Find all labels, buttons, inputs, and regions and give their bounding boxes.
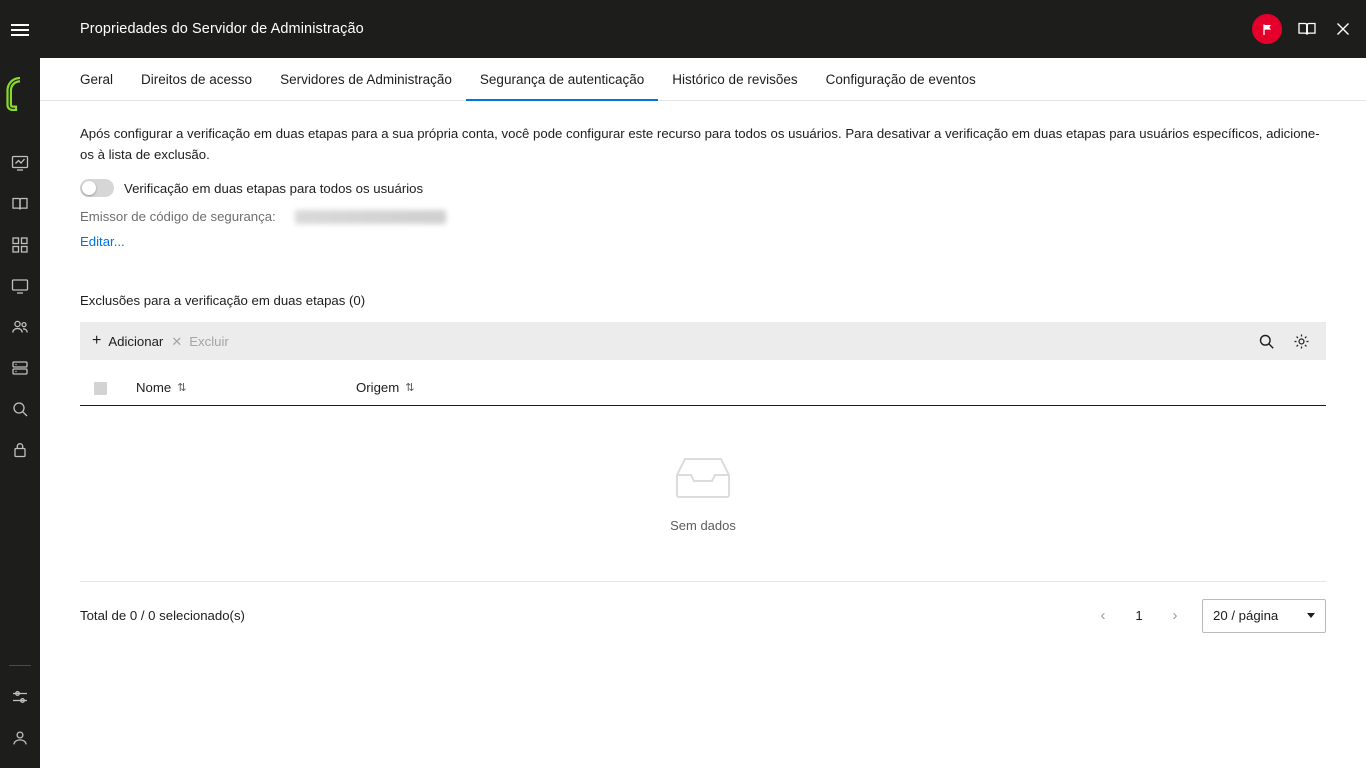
rail-divider [9, 665, 31, 666]
plus-icon: + [92, 332, 102, 349]
tab-label: Direitos de acesso [141, 71, 253, 87]
total-count-text: Total de 0 / 0 selecionado(s) [80, 608, 245, 623]
select-all-cell [80, 382, 136, 406]
sort-icon[interactable]: ⇅ [177, 382, 186, 394]
toolbar-right-actions [1258, 333, 1316, 350]
kaspersky-logo-icon [0, 64, 40, 124]
toggle-knob [82, 181, 96, 195]
tab-configuracao-de-eventos[interactable] [812, 58, 990, 100]
close-icon[interactable] [1332, 18, 1354, 40]
sidebar-item-apps[interactable] [0, 224, 40, 265]
exclusions-table [80, 360, 1326, 649]
sort-icon[interactable]: ⇅ [405, 382, 414, 394]
tab-content [40, 101, 1366, 649]
two-step-toggle-label: Verificação em duas etapas para todos os usuários [124, 180, 424, 196]
chevron-right-icon[interactable]: › [1172, 607, 1178, 624]
issuer-value [295, 210, 446, 224]
table-toolbar [80, 322, 1326, 360]
titlebar-actions [1252, 14, 1354, 44]
search-icon[interactable] [1258, 333, 1275, 350]
sidebar-item-server[interactable] [0, 347, 40, 388]
add-button[interactable] [92, 333, 171, 349]
column-label: Origem [356, 380, 400, 395]
page-title: Propriedades do Servidor de Administração [80, 21, 364, 37]
tab-direitos-de-acesso[interactable] [127, 58, 266, 100]
page-size-label: 20 / página [1213, 608, 1279, 623]
sidebar-item-book[interactable] [0, 183, 40, 224]
main-panel [40, 0, 1366, 768]
tab-label: Histórico de revisões [672, 71, 798, 87]
two-step-toggle-row [80, 179, 1326, 197]
left-nav-rail [0, 0, 40, 768]
description-text: Após configurar a verificação em duas etapas para a sua própria conta, você pode configurar este recurso para todos os usuários. Para desativar a verificação em duas etapas para usuários específicos, adicione-os à lista de exclusão. [80, 126, 1320, 162]
window-titlebar [40, 0, 1366, 58]
tab-label: Servidores de Administração [280, 71, 452, 87]
tab-historico-de-revisoes[interactable] [658, 58, 811, 100]
sidebar-item-search[interactable] [0, 388, 40, 429]
table-header-row [80, 360, 1326, 406]
two-step-verification-toggle[interactable] [80, 179, 114, 197]
select-all-checkbox[interactable] [94, 382, 107, 395]
tab-label: Geral [80, 71, 114, 87]
flag-icon[interactable] [1252, 14, 1282, 44]
close-x-icon: ✕ [171, 333, 183, 349]
empty-state [80, 406, 1326, 581]
tab-label: Configuração de eventos [825, 71, 976, 87]
sidebar-item-lock[interactable] [0, 429, 40, 470]
empty-state-text: Sem dados [670, 517, 736, 533]
empty-box-icon [673, 455, 733, 506]
tab-bar [40, 58, 1366, 101]
column-header-origem[interactable] [356, 380, 1326, 406]
hamburger-icon[interactable] [0, 0, 40, 58]
tab-label: Segurança de autenticação [479, 71, 645, 87]
sidebar-item-monitoring[interactable] [0, 142, 40, 183]
pagination [1092, 599, 1326, 633]
issuer-row [80, 209, 1326, 224]
book-icon[interactable] [1296, 18, 1318, 40]
exclusions-title: Exclusões para a verificação em duas etapas (0) [80, 293, 366, 308]
tab-seguranca-de-autenticacao[interactable] [466, 58, 658, 100]
sidebar-item-devices[interactable] [0, 265, 40, 306]
chevron-down-icon [1307, 613, 1315, 618]
rail-bottom-group [0, 659, 40, 768]
issuer-label: Emissor de código de segurança: [80, 209, 276, 224]
table-footer [80, 581, 1326, 649]
tab-servidores-de-administracao[interactable] [266, 58, 466, 100]
sidebar-item-users[interactable] [0, 306, 40, 347]
page-number[interactable]: 1 [1135, 608, 1143, 623]
page-size-select[interactable] [1202, 599, 1326, 633]
rail-icon-list [0, 142, 40, 659]
chevron-left-icon[interactable]: ‹ [1100, 607, 1106, 624]
delete-button[interactable] [171, 334, 236, 349]
sidebar-item-account[interactable] [0, 717, 40, 758]
add-button-label: Adicionar [108, 333, 164, 349]
edit-link[interactable]: Editar... [80, 234, 125, 249]
delete-button-label: Excluir [189, 333, 229, 349]
tab-geral[interactable] [80, 58, 127, 100]
column-label: Nome [136, 380, 172, 395]
column-header-nome[interactable] [136, 380, 356, 406]
sidebar-item-settings-sliders[interactable] [0, 676, 40, 717]
gear-icon[interactable] [1293, 333, 1310, 350]
